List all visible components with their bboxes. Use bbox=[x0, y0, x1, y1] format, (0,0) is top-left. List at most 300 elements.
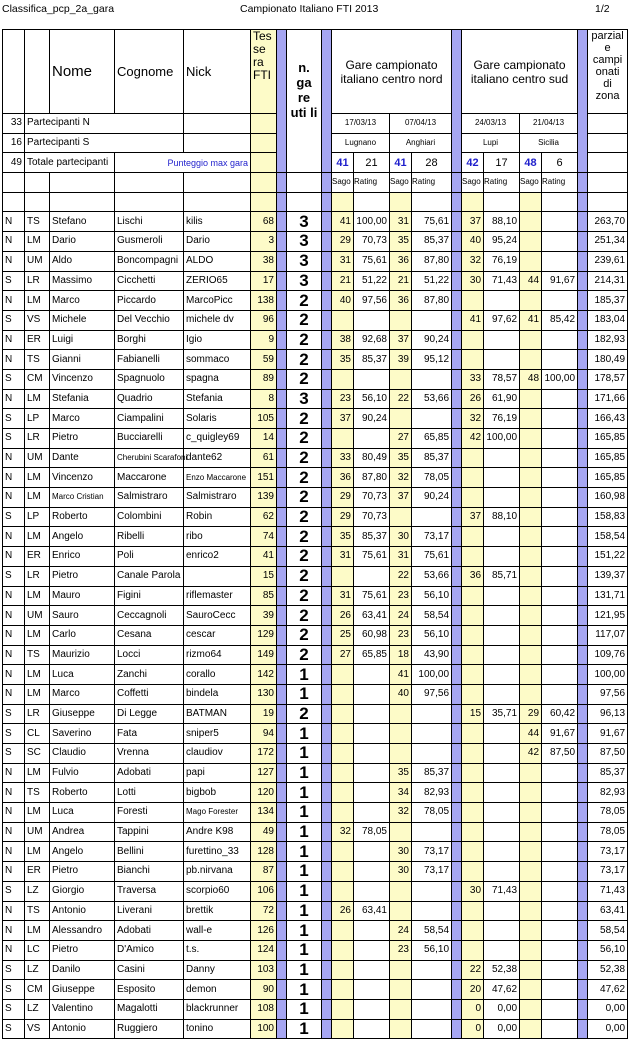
zone-cell: S bbox=[3, 881, 25, 901]
nick-cell bbox=[184, 566, 251, 586]
race-2-rating: 90,24 bbox=[412, 330, 452, 350]
race-3-rating bbox=[484, 586, 520, 606]
rating-label-1: Rating bbox=[354, 173, 390, 193]
file-name: Classifica_pcp_2a_gara bbox=[2, 3, 115, 15]
nick-cell: Mago Forester bbox=[184, 803, 251, 823]
tessera-cell: 139 bbox=[251, 488, 277, 508]
col-parziale: parzial e campi onati di zona bbox=[588, 30, 628, 114]
region-cell: ER bbox=[25, 862, 50, 882]
race-4-sago bbox=[520, 665, 542, 685]
parziale-cell: 263,70 bbox=[588, 212, 628, 232]
tessera-cell: 103 bbox=[251, 960, 277, 980]
cognome-cell: Bellini bbox=[115, 842, 184, 862]
tessera-cell: 100 bbox=[251, 1019, 277, 1039]
race-4-sago bbox=[520, 468, 542, 488]
nick-cell: Andre K98 bbox=[184, 822, 251, 842]
separator bbox=[578, 389, 588, 409]
parziale-cell: 165,85 bbox=[588, 448, 628, 468]
separator bbox=[322, 665, 332, 685]
race-1-sago: 33 bbox=[332, 448, 354, 468]
race-1-rating: 92,68 bbox=[354, 330, 390, 350]
cognome-cell: Magalotti bbox=[115, 999, 184, 1019]
race-1-rating: 85,37 bbox=[354, 350, 390, 370]
separator bbox=[578, 271, 588, 291]
race-4-rating bbox=[542, 822, 578, 842]
region-cell: LR bbox=[25, 704, 50, 724]
cognome-cell: Esposito bbox=[115, 980, 184, 1000]
separator bbox=[452, 232, 462, 252]
race-4-sago bbox=[520, 803, 542, 823]
n-gare-cell: 2 bbox=[287, 310, 322, 330]
separator bbox=[452, 251, 462, 271]
n-gare-cell: 3 bbox=[287, 251, 322, 271]
parziale-cell: 56,10 bbox=[588, 940, 628, 960]
parziale-cell: 96,13 bbox=[588, 704, 628, 724]
separator bbox=[322, 507, 332, 527]
cognome-cell: Traversa bbox=[115, 881, 184, 901]
region-cell: LR bbox=[25, 429, 50, 449]
separator bbox=[277, 901, 287, 921]
race-3-sago bbox=[462, 350, 484, 370]
nome-cell: Giorgio bbox=[50, 881, 115, 901]
table-row bbox=[3, 527, 628, 547]
tessera-cell: 142 bbox=[251, 665, 277, 685]
cognome-cell: Spagnuolo bbox=[115, 369, 184, 389]
nome-cell: Marco bbox=[50, 291, 115, 311]
race-2-rating bbox=[412, 369, 452, 389]
race-1-rating: 75,61 bbox=[354, 586, 390, 606]
parziale-cell: 166,43 bbox=[588, 409, 628, 429]
n-gare-cell: 2 bbox=[287, 507, 322, 527]
race-2-rating: 82,93 bbox=[412, 783, 452, 803]
race-1-sago bbox=[332, 763, 354, 783]
separator bbox=[322, 232, 332, 252]
table-row bbox=[3, 330, 628, 350]
zone-cell: N bbox=[3, 940, 25, 960]
race-2-sago: 35 bbox=[390, 763, 412, 783]
separator bbox=[277, 409, 287, 429]
separator bbox=[578, 330, 588, 350]
zone-cell: S bbox=[3, 429, 25, 449]
table-row bbox=[3, 921, 628, 941]
race-1-count: 21 bbox=[354, 153, 390, 173]
race-4-sago bbox=[520, 645, 542, 665]
totale-count: 49 bbox=[3, 153, 25, 173]
region-cell: CM bbox=[25, 369, 50, 389]
n-gare-cell: 2 bbox=[287, 291, 322, 311]
race-3-rating: 88,10 bbox=[484, 507, 520, 527]
separator bbox=[578, 842, 588, 862]
race-2-sago: 40 bbox=[390, 684, 412, 704]
race-1-rating: 65,85 bbox=[354, 645, 390, 665]
race-4-count: 6 bbox=[542, 153, 578, 173]
race-4-max-sago: 48 bbox=[520, 153, 542, 173]
separator bbox=[452, 212, 462, 232]
race-2-rating bbox=[412, 409, 452, 429]
tessera-cell: 39 bbox=[251, 606, 277, 626]
n-gare-cell: 1 bbox=[287, 940, 322, 960]
race-4-rating bbox=[542, 842, 578, 862]
tessera-cell: 90 bbox=[251, 980, 277, 1000]
race-4-sago bbox=[520, 684, 542, 704]
parziale-cell: 121,95 bbox=[588, 606, 628, 626]
race-3-rating bbox=[484, 488, 520, 508]
race-2-rating: 85,37 bbox=[412, 448, 452, 468]
separator bbox=[578, 763, 588, 783]
table-row bbox=[3, 212, 628, 232]
race-4-rating bbox=[542, 488, 578, 508]
race-1-rating bbox=[354, 684, 390, 704]
separator bbox=[578, 822, 588, 842]
race-4-sago bbox=[520, 783, 542, 803]
separator bbox=[452, 901, 462, 921]
separator bbox=[322, 369, 332, 389]
region-cell: CM bbox=[25, 980, 50, 1000]
zone-cell: S bbox=[3, 724, 25, 744]
separator bbox=[322, 251, 332, 271]
race-4-sago bbox=[520, 251, 542, 271]
separator bbox=[452, 842, 462, 862]
separator bbox=[277, 704, 287, 724]
zone-cell: S bbox=[3, 960, 25, 980]
race-3-rating bbox=[484, 684, 520, 704]
race-4-sago: 42 bbox=[520, 744, 542, 764]
separator bbox=[452, 369, 462, 389]
zone-cell: N bbox=[3, 606, 25, 626]
race-2-rating: 100,00 bbox=[412, 665, 452, 685]
race-3-sago bbox=[462, 901, 484, 921]
separator bbox=[578, 724, 588, 744]
parziale-cell: 71,43 bbox=[588, 881, 628, 901]
parziale-cell: 109,76 bbox=[588, 645, 628, 665]
separator bbox=[277, 330, 287, 350]
race-1-sago: 29 bbox=[332, 507, 354, 527]
race-1-rating: 63,41 bbox=[354, 901, 390, 921]
region-cell: SC bbox=[25, 744, 50, 764]
cognome-cell: Ceccagnoli bbox=[115, 606, 184, 626]
tessera-cell: 106 bbox=[251, 881, 277, 901]
tessera-cell: 59 bbox=[251, 350, 277, 370]
cognome-cell: Piccardo bbox=[115, 291, 184, 311]
tessera-cell: 124 bbox=[251, 940, 277, 960]
race-2-sago bbox=[390, 369, 412, 389]
race-3-rating: 95,24 bbox=[484, 232, 520, 252]
zone-cell: S bbox=[3, 369, 25, 389]
race-1-sago: 37 bbox=[332, 409, 354, 429]
race-4-sago bbox=[520, 999, 542, 1019]
race-1-sago bbox=[332, 783, 354, 803]
cognome-cell: Figini bbox=[115, 586, 184, 606]
race-2-rating bbox=[412, 744, 452, 764]
race-4-sago bbox=[520, 389, 542, 409]
race-2-rating: 73,17 bbox=[412, 862, 452, 882]
table-row bbox=[3, 803, 628, 823]
separator bbox=[322, 980, 332, 1000]
group-sud: Gare campionato italiano centro sud bbox=[462, 30, 578, 114]
race-4-rating bbox=[542, 980, 578, 1000]
zone-cell: N bbox=[3, 921, 25, 941]
race-4-rating bbox=[542, 684, 578, 704]
region-cell: LR bbox=[25, 271, 50, 291]
race-1-sago bbox=[332, 960, 354, 980]
race-3-sago bbox=[462, 291, 484, 311]
race-3-sago bbox=[462, 606, 484, 626]
separator bbox=[452, 310, 462, 330]
race-4-sago bbox=[520, 606, 542, 626]
separator bbox=[578, 468, 588, 488]
race-3-rating: 0,00 bbox=[484, 1019, 520, 1039]
race-1-date: 17/03/13 bbox=[332, 114, 390, 134]
race-1-max-sago: 41 bbox=[332, 153, 354, 173]
separator bbox=[578, 566, 588, 586]
separator bbox=[277, 527, 287, 547]
race-4-sago bbox=[520, 960, 542, 980]
race-2-rating bbox=[412, 310, 452, 330]
race-4-date: 21/04/13 bbox=[520, 114, 578, 134]
nome-cell: Vincenzo bbox=[50, 369, 115, 389]
separator bbox=[452, 488, 462, 508]
race-1-rating bbox=[354, 862, 390, 882]
race-1-sago: 31 bbox=[332, 251, 354, 271]
race-4-rating bbox=[542, 566, 578, 586]
race-4-rating bbox=[542, 448, 578, 468]
race-1-sago: 38 bbox=[332, 330, 354, 350]
race-2-sago bbox=[390, 980, 412, 1000]
col-n-gare: n. ga re uti li bbox=[287, 30, 322, 173]
race-3-sago: 15 bbox=[462, 704, 484, 724]
race-2-rating: 90,24 bbox=[412, 488, 452, 508]
nick-cell: claudiov bbox=[184, 744, 251, 764]
nome-cell: Fulvio bbox=[50, 763, 115, 783]
race-2-rating bbox=[412, 881, 452, 901]
tessera-cell: 127 bbox=[251, 763, 277, 783]
parziale-cell: 73,17 bbox=[588, 862, 628, 882]
separator bbox=[578, 645, 588, 665]
tessera-cell: 9 bbox=[251, 330, 277, 350]
race-4-rating bbox=[542, 586, 578, 606]
nome-cell: Andrea bbox=[50, 822, 115, 842]
parziale-cell: 0,00 bbox=[588, 999, 628, 1019]
nome-cell: Roberto bbox=[50, 783, 115, 803]
race-1-sago bbox=[332, 684, 354, 704]
race-2-sago: 23 bbox=[390, 625, 412, 645]
zone-cell: S bbox=[3, 566, 25, 586]
race-3-rating: 47,62 bbox=[484, 980, 520, 1000]
race-1-rating bbox=[354, 980, 390, 1000]
cognome-cell: Bianchi bbox=[115, 862, 184, 882]
race-1-sago: 35 bbox=[332, 527, 354, 547]
separator bbox=[277, 645, 287, 665]
race-3-rating: 85,71 bbox=[484, 566, 520, 586]
race-4-rating bbox=[542, 251, 578, 271]
nome-cell: Marco bbox=[50, 684, 115, 704]
nick-cell: SauroCecc bbox=[184, 606, 251, 626]
separator bbox=[322, 940, 332, 960]
race-4-rating: 91,67 bbox=[542, 724, 578, 744]
tessera-cell: 85 bbox=[251, 586, 277, 606]
parziale-cell: 139,37 bbox=[588, 566, 628, 586]
nome-cell: Marco bbox=[50, 409, 115, 429]
separator bbox=[578, 999, 588, 1019]
n-gare-cell: 1 bbox=[287, 960, 322, 980]
zone-cell: N bbox=[3, 763, 25, 783]
zone-cell: N bbox=[3, 803, 25, 823]
tessera-cell: 96 bbox=[251, 310, 277, 330]
separator bbox=[452, 409, 462, 429]
n-gare-cell: 1 bbox=[287, 665, 322, 685]
cognome-cell: Foresti bbox=[115, 803, 184, 823]
separator bbox=[322, 803, 332, 823]
tessera-cell: 108 bbox=[251, 999, 277, 1019]
sago-label-4: Sago bbox=[520, 173, 542, 193]
separator bbox=[277, 921, 287, 941]
separator bbox=[452, 940, 462, 960]
race-1-place: Lugnano bbox=[332, 133, 390, 153]
zone-cell: N bbox=[3, 645, 25, 665]
race-4-sago bbox=[520, 586, 542, 606]
separator bbox=[452, 448, 462, 468]
nick-cell: furettino_33 bbox=[184, 842, 251, 862]
separator bbox=[322, 547, 332, 567]
region-cell: ER bbox=[25, 330, 50, 350]
n-gare-cell: 1 bbox=[287, 724, 322, 744]
race-3-sago: 42 bbox=[462, 429, 484, 449]
separator bbox=[277, 1019, 287, 1039]
rating-label-3: Rating bbox=[484, 173, 520, 193]
separator bbox=[452, 645, 462, 665]
region-cell: UM bbox=[25, 606, 50, 626]
parziale-cell: 165,85 bbox=[588, 468, 628, 488]
cognome-cell: D'Amico bbox=[115, 940, 184, 960]
race-4-rating bbox=[542, 212, 578, 232]
separator bbox=[322, 842, 332, 862]
race-1-sago bbox=[332, 744, 354, 764]
tessera-cell: 72 bbox=[251, 901, 277, 921]
race-4-rating bbox=[542, 389, 578, 409]
race-1-sago bbox=[332, 881, 354, 901]
separator bbox=[452, 429, 462, 449]
nome-cell: Michele bbox=[50, 310, 115, 330]
separator bbox=[322, 881, 332, 901]
col-nome: Nome bbox=[50, 30, 115, 114]
table-row bbox=[3, 586, 628, 606]
nome-cell: Dario bbox=[50, 232, 115, 252]
zone-cell: N bbox=[3, 330, 25, 350]
race-2-sago: 32 bbox=[390, 803, 412, 823]
race-2-sago bbox=[390, 960, 412, 980]
column-header-row bbox=[3, 30, 628, 114]
separator bbox=[322, 921, 332, 941]
race-3-sago bbox=[462, 783, 484, 803]
cognome-cell: Vrenna bbox=[115, 744, 184, 764]
race-2-rating: 56,10 bbox=[412, 586, 452, 606]
race-3-rating: 52,38 bbox=[484, 960, 520, 980]
parziale-cell: 178,57 bbox=[588, 369, 628, 389]
region-cell: LM bbox=[25, 625, 50, 645]
separator bbox=[277, 744, 287, 764]
separator bbox=[277, 881, 287, 901]
race-2-rating bbox=[412, 822, 452, 842]
parziale-cell: 158,54 bbox=[588, 527, 628, 547]
separator bbox=[277, 468, 287, 488]
cognome-cell: Gusmeroli bbox=[115, 232, 184, 252]
race-4-sago bbox=[520, 901, 542, 921]
zone-cell: N bbox=[3, 684, 25, 704]
table-row bbox=[3, 724, 628, 744]
race-1-sago bbox=[332, 921, 354, 941]
separator bbox=[322, 448, 332, 468]
race-3-sago bbox=[462, 665, 484, 685]
cognome-cell: Ribelli bbox=[115, 527, 184, 547]
partecipanti-s-label: Partecipanti S bbox=[25, 133, 184, 153]
tessera-cell: 74 bbox=[251, 527, 277, 547]
race-3-sago bbox=[462, 527, 484, 547]
table-row bbox=[3, 566, 628, 586]
tessera-cell: 89 bbox=[251, 369, 277, 389]
race-4-rating bbox=[542, 901, 578, 921]
race-1-sago bbox=[332, 566, 354, 586]
race-1-sago: 32 bbox=[332, 822, 354, 842]
race-3-place: Lupi bbox=[462, 133, 520, 153]
race-2-sago bbox=[390, 507, 412, 527]
race-4-sago bbox=[520, 507, 542, 527]
race-2-rating: 58,54 bbox=[412, 606, 452, 626]
race-1-rating bbox=[354, 665, 390, 685]
parziale-cell: 100,00 bbox=[588, 665, 628, 685]
race-2-sago: 30 bbox=[390, 862, 412, 882]
race-3-rating: 71,43 bbox=[484, 271, 520, 291]
race-4-sago bbox=[520, 350, 542, 370]
separator bbox=[452, 999, 462, 1019]
tessera-cell: 8 bbox=[251, 389, 277, 409]
race-4-sago bbox=[520, 822, 542, 842]
race-3-sago bbox=[462, 448, 484, 468]
race-2-rating: 65,85 bbox=[412, 429, 452, 449]
race-4-rating bbox=[542, 645, 578, 665]
cognome-cell: Casini bbox=[115, 960, 184, 980]
cognome-cell: Fabianelli bbox=[115, 350, 184, 370]
table-row bbox=[3, 409, 628, 429]
separator bbox=[578, 921, 588, 941]
separator bbox=[452, 783, 462, 803]
separator bbox=[452, 960, 462, 980]
race-2-count: 28 bbox=[412, 153, 452, 173]
separator bbox=[277, 803, 287, 823]
separator bbox=[578, 212, 588, 232]
race-3-rating bbox=[484, 606, 520, 626]
separator bbox=[452, 330, 462, 350]
race-1-sago bbox=[332, 310, 354, 330]
race-3-rating bbox=[484, 448, 520, 468]
race-2-sago: 22 bbox=[390, 566, 412, 586]
nick-cell: Igio bbox=[184, 330, 251, 350]
race-4-sago: 41 bbox=[520, 310, 542, 330]
separator bbox=[578, 232, 588, 252]
race-4-sago bbox=[520, 625, 542, 645]
separator bbox=[452, 822, 462, 842]
nome-cell: Danilo bbox=[50, 960, 115, 980]
race-3-sago bbox=[462, 940, 484, 960]
race-2-sago: 24 bbox=[390, 606, 412, 626]
totale-label: Totale partecipanti bbox=[25, 153, 115, 173]
nome-cell: Valentino bbox=[50, 999, 115, 1019]
race-4-sago bbox=[520, 291, 542, 311]
tessera-cell: 151 bbox=[251, 468, 277, 488]
separator bbox=[277, 763, 287, 783]
race-4-sago bbox=[520, 881, 542, 901]
nome-cell: Angelo bbox=[50, 527, 115, 547]
zone-cell: N bbox=[3, 251, 25, 271]
